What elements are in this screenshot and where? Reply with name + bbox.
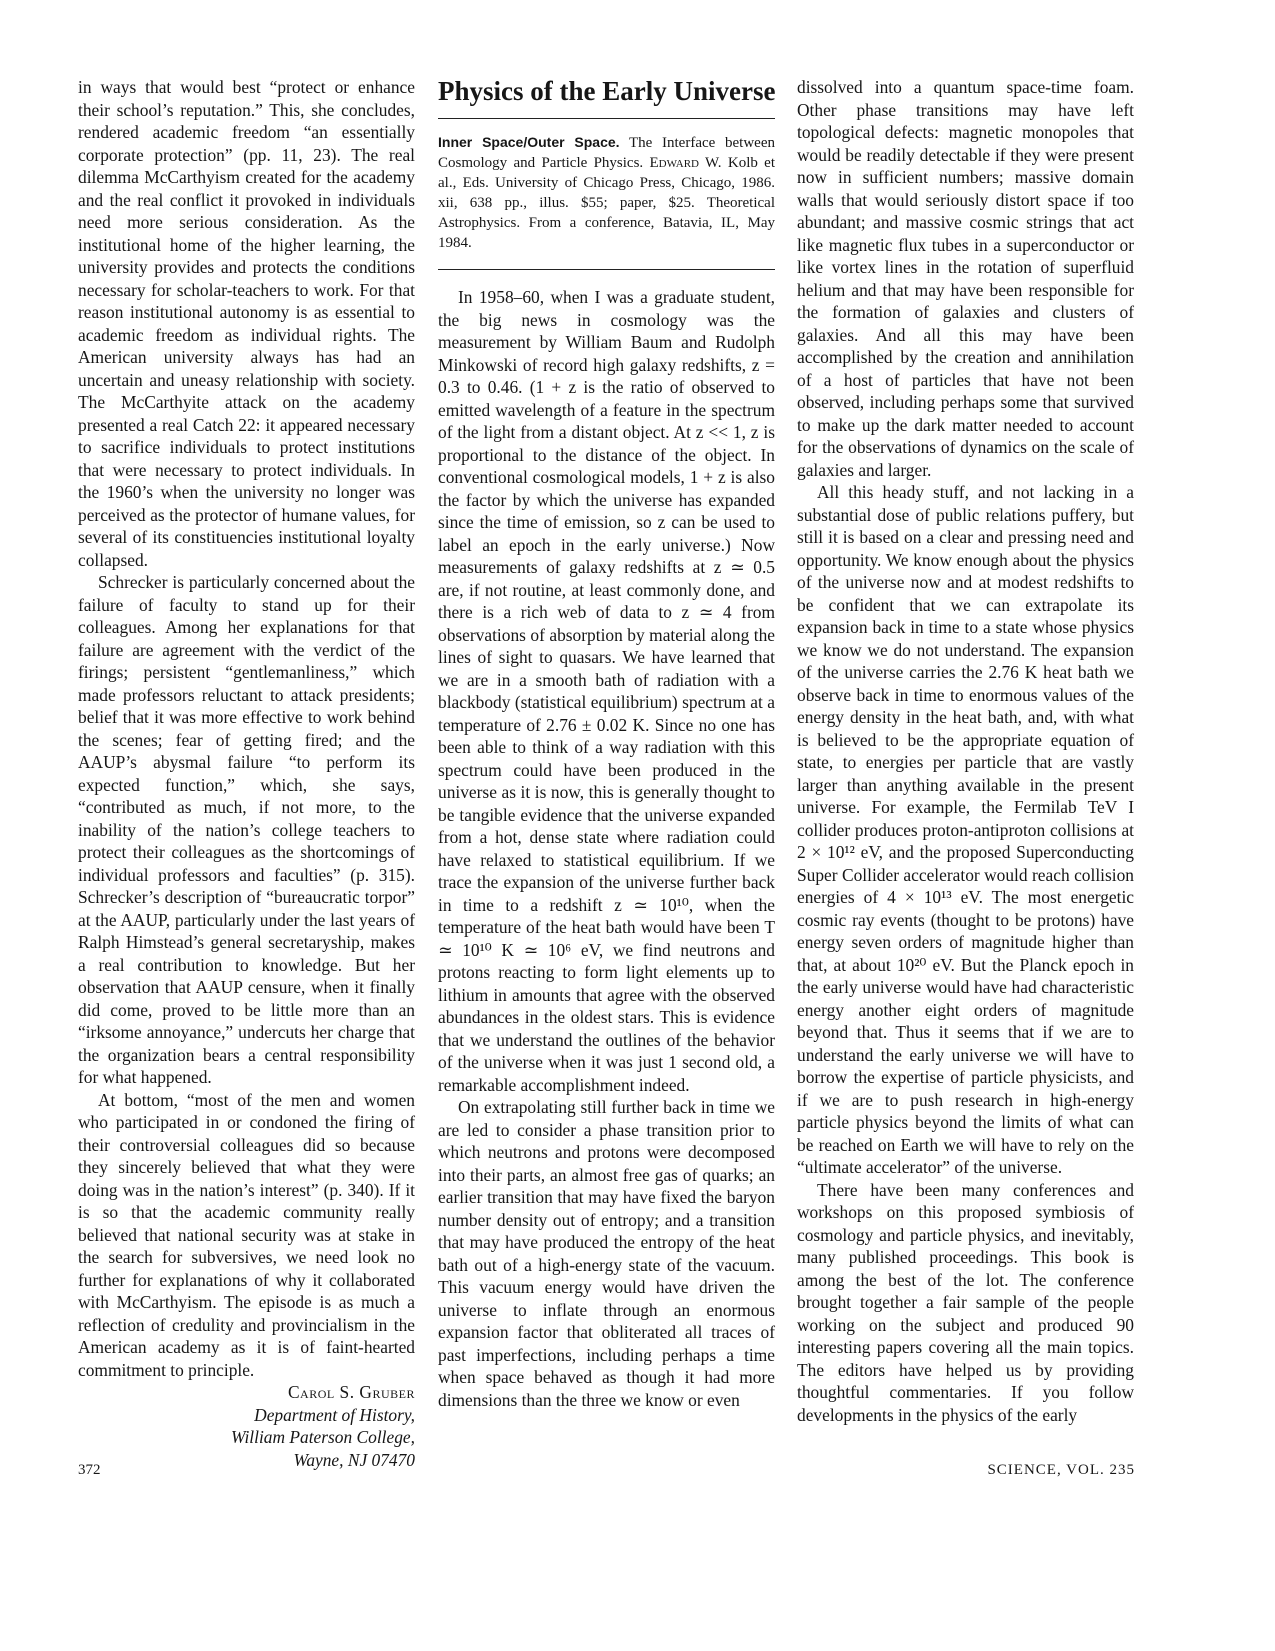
- reviewer-department: Department of History,: [254, 1404, 415, 1425]
- paragraph: dissolved into a quantum space-time foam. Other phase transitions may have left topological defects: magnetic monopoles that would be readily detectable if they were present now in sufficient numbers; massive domain walls that would seriously distort space if too abundant; and massive cosmic strings that act like magnetic flux tubes in a superconductor or like vortex lines in the rotation of superfluid helium and that may have been responsible for the formation of galaxies and clusters of galaxies. And all this may have been accomplished by the creation and annihilation of a host of particles that have not been observed, including perhaps some that survived to make up the dark matter needed to account for the observations of dynamics on the scale of galaxies and larger.: [797, 77, 1134, 480]
- paragraph: In 1958–60, when I was a graduate student, the big news in cosmology was the measurement by William Baum and Rudolph Minkowski of record high galaxy redshifts, z = 0.3 to 0.46. (1 + z is the ratio of observed to emitted wavelength of a feature in the spectrum of the light from a distant object. At z << 1, z is proportional to the distance of the object. In conventional cosmological models, 1 + z is also the factor by which the universe has expanded since the time of emission, so z can be used to label an epoch in the early universe.) Now measurements of galaxy redshifts at z ≃ 0.5 are, if not routine, at least commonly done, and there is a rich web of data to z ≃ 4 from observations of absorption by material along the lines of sight to quasars. We have learned that we are in a smooth bath of radiation with a blackbody (statistical equilibrium) spectrum at a temperature of 2.76 ± 0.02 K. Since no one has been able to think of a way radiation with this spectrum could have been produced in the universe as it is now, this is generally thought to be tangible evidence that the universe expanded from a hot, dense state where radiation could have relaxed to statistical equilibrium. If we trace the expansion of the universe further back in time to a redshift z ≃ 10¹⁰, when the temperature of the heat bath would have been T ≃ 10¹⁰ K ≃ 10⁶ eV, we find neutrons and protons reacting to form light elements up to lithium in amounts that agree with the observed abundances in the oldest stars. This is evidence that we understand the outlines of the behavior of the universe when it was just 1 second old, a remarkable accomplishment indeed.: [438, 287, 775, 1095]
- paragraph: Schrecker is particularly concerned about the failure of faculty to stand up for their colleagues. Among her explanations for that failure are agreement with the verdict of the firings; persistent “gentlemanliness,” which made professors reluctant to attack presidents; belief that it was more effective to work behind the scenes; fear of getting fired; and the AAUP’s abysmal failure “to perform its expected function,” which, she says, “contributed as much, if not more, to the inability of the nation’s college teachers to protect their colleagues as the shortcomings of individual professors and faculties” (p. 315). Schrecker’s description of “bureaucratic torpor” at the AAUP, particularly under the last years of Ralph Himstead’s general secretaryship, makes a real contribution to knowledge. But her observation that AAUP censure, when it finally did come, proved to be little more than an “irksome annoyance,” undercuts her charge that the organization bears a central responsibility for what happened.: [78, 572, 415, 1087]
- paragraph: At bottom, “most of the men and women who participated in or condoned the firing of their controversial colleagues did so because they sincerely believed that what they were doing was in the nation’s interest” (p. 340). If it is so that the academic community really believed that national security was at stake in the search for subversives, we need look no further for explanations of why it collaborated with McCarthyism. The episode is as much a reflection of credulity and provincialism in the American academy as it is of faint-hearted commitment to principle.: [78, 1089, 415, 1380]
- section-title: Physics of the Early Universe: [438, 76, 775, 119]
- book-citation: [438, 132, 775, 270]
- reviewer-institution: William Paterson College,: [230, 1427, 415, 1447]
- book-details: W. Kolb et al., Eds. University of Chicago Press, Chicago, 1986. xii, 638 pp., illus. $55; paper, $25. Theoretical Astrophysics. From a conference, Batavia, IL, May 1984.: [438, 155, 775, 251]
- paragraph: On extrapolating still further back in time we are led to consider a phase transition prior to which neutrons and protons were decomposed into their parts, an almost free gas of quarks; an earlier transition that may have fixed the baryon number density out of entropy; and a transition that may have produced the entropy of the heat bath out of a high-energy state of the vacuum. This vacuum energy would have driven the universe to inflate through an enormous expansion factor that obliterated all traces of past imperfections, including perhaps a time when space behaved as though it had more dimensions than the three we know or even: [438, 1097, 775, 1410]
- paragraph: All this heady stuff, and not lacking in a substantial dose of public relations puffery, but still it is based on a clear and pressing need and opportunity. We know enough about the physics of the universe now and at modest redshifts to be confident that we can extrapolate its expansion back in time to a state whose physics we know we do not understand. The expansion of the universe carries the 2.76 K heat bath we observe back in time to enormous values of the energy density in the heat bath, and, with what is believed to be the appropriate equation of state, to energies per particle that are vastly larger than anything available in the present universe. For example, the Fermilab TeV I collider produces proton-antiproton collisions at 2 × 10¹² eV, and the proposed Superconducting Super Collider accelerator would reach collision energies of 4 × 10¹³ eV. The most energetic cosmic ray events (thought to be protons) have energy seven orders of magnitude higher than that, at about 10²⁰ eV. But the Planck epoch in the early universe would have had characteristic energy another eight orders of magnitude beyond that. Thus it seems that if we are to understand the early universe we will have to borrow the expertise of particle physicists, and if we are to push research in high-energy particle physics beyond the limits of what can be reached on Earth we will have to rely on the “ultimate accelerator” of the universe.: [797, 482, 1134, 1177]
- book-title: Inner Space/Outer Space.: [438, 134, 620, 150]
- reviewer-location: Wayne, NJ 07470: [293, 1449, 415, 1470]
- column-2: [438, 76, 775, 1411]
- reviewer-signature: [78, 1381, 415, 1471]
- page-number: 372: [78, 1462, 101, 1478]
- paragraph: There have been many conferences and workshops on this proposed symbiosis of cosmology and particle physics, and inevitably, many published proceedings. This book is among the best of the lot. The conference brought together a fair sample of the people working on the subject and produced 90 interesting papers covering all the main topics. The editors have helped us by providing thoughtful commentaries. If you follow developments in the physics of the early: [797, 1179, 1134, 1425]
- column-1: [78, 76, 415, 1471]
- book-editor: Edward: [649, 155, 699, 171]
- journal-footer: SCIENCE, VOL. 235: [987, 1462, 1135, 1478]
- paragraph: in ways that would best “protect or enhance their school’s reputation.” This, she concludes, rendered academic freedom “an essentially corporate protection” (pp. 11, 23). The real dilemma McCarthyism created for the academy and the real conflict it provoked in individuals need more serious consideration. As the institutional home of the higher learning, the university provides and protects the conditions necessary for scholar-teachers to work. For that reason institutional autonomy is as essential to academic freedom as individual rights. The American university always has had an uncertain and uneasy relationship with society. The McCarthyite attack on the academy presented a real Catch 22: it appeared necessary to sacrifice individuals to protect institutions that were necessary to protect individuals. In the 1960’s when the university no longer was perceived as the protector of humane values, for several of its constituencies institutional loyalty collapsed.: [78, 77, 415, 570]
- column-3: [797, 76, 1134, 1426]
- book-subtitle: The Interface between Cosmology and Particle Physics.: [438, 135, 775, 171]
- reviewer-name: Carol S. Gruber: [287, 1382, 415, 1402]
